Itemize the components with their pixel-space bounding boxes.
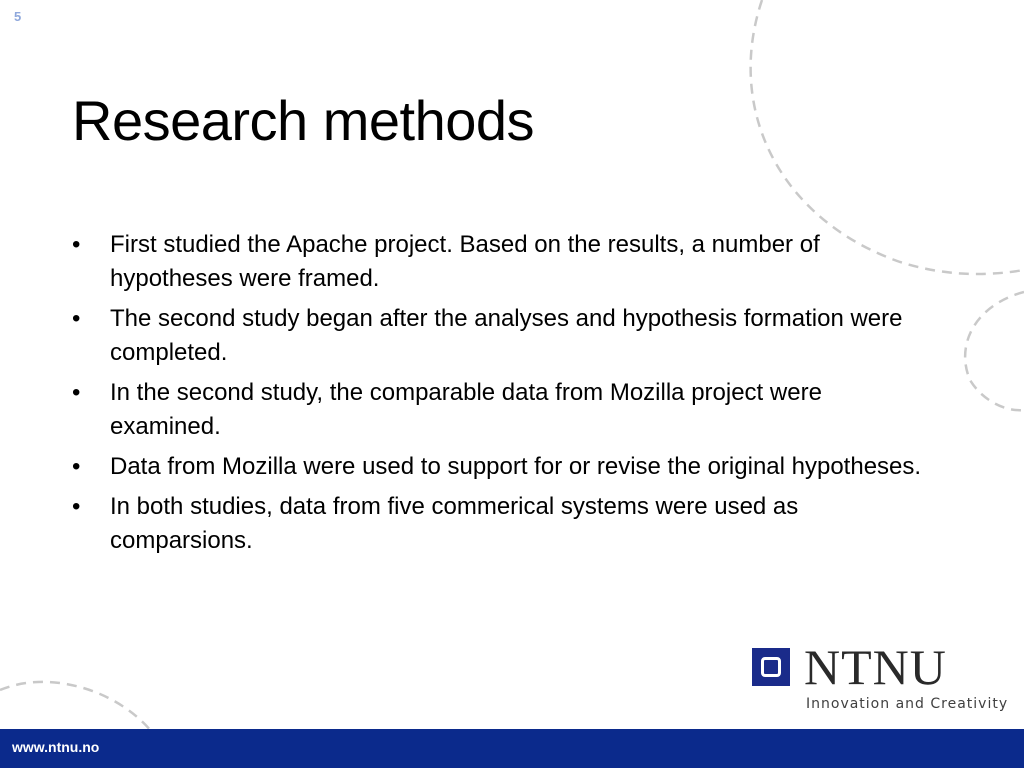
bullet-item: [72, 302, 922, 370]
bullet-marker: •: [72, 453, 81, 480]
bullet-marker: •: [72, 379, 81, 406]
bullet-marker: •: [72, 231, 81, 258]
footer-url: www.ntnu.no: [12, 739, 100, 755]
ntnu-logo-icon: [752, 648, 790, 686]
slide-title: Research methods: [72, 89, 535, 152]
bullet-marker: •: [72, 305, 81, 332]
bullet-item: [72, 490, 922, 558]
bullet-text: In both studies, data from five commerical systems were used as comparsions.: [110, 493, 799, 554]
bullet-text: Data from Mozilla were used to support for or revise the original hypotheses.: [110, 453, 922, 480]
dashed-arc-right: [965, 292, 1024, 410]
bullet-text: First studied the Apache project. Based on the results, a number of hypotheses were framed.: [110, 231, 820, 292]
logo-tagline: Innovation and Creativity: [806, 696, 1009, 712]
ntnu-logo: [752, 639, 1009, 718]
footer-bar: [0, 729, 1024, 768]
slide-number: 5: [14, 9, 22, 24]
bullet-item: [72, 228, 922, 296]
bullet-item: [72, 450, 922, 484]
bullet-item: [72, 376, 922, 444]
bullet-list: [72, 228, 922, 564]
bullet-marker: •: [72, 493, 81, 520]
bullet-text: In the second study, the comparable data from Mozilla project were examined.: [110, 379, 822, 440]
logo-name: NTNU: [804, 639, 947, 695]
bullet-text: The second study began after the analyses and hypothesis formation were completed.: [110, 305, 903, 366]
